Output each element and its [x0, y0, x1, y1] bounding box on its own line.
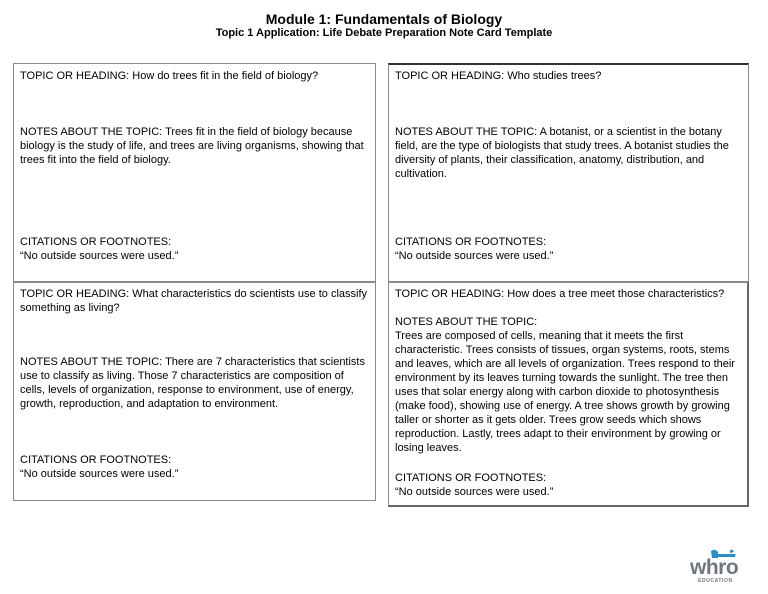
- logo-wordmark: whro: [690, 556, 739, 579]
- topic-notes: NOTES ABOUT THE TOPIC: There are 7 characteristics that scientists use to classify as living. Those 7 characteristics are composition of cells, levels of organization, response to environment, use of energy, growth, reproduction, and adaptation to environment.: [20, 356, 365, 410]
- citations-label: CITATIONS OR FOOTNOTES:: [395, 472, 547, 484]
- note-card-trees-in-biology: [13, 63, 376, 282]
- topic-notes: NOTES ABOUT THE TOPIC: A botanist, or a scientist in the botany field, are the type of biologists that study trees. A botanist studies the diversity of plants, their classification, anatomy, distribution, and cultivation.: [395, 126, 729, 180]
- topic-heading: TOPIC OR HEADING: Who studies trees?: [395, 70, 602, 82]
- whro-education-logo: [690, 548, 740, 584]
- topic-notes-label: NOTES ABOUT THE TOPIC:: [395, 316, 538, 328]
- page-title: Module 1: Fundamentals of Biology: [265, 11, 503, 27]
- citations-text: “No outside sources were used.”: [20, 468, 179, 480]
- note-card-tree-characteristics: [388, 282, 749, 507]
- note-card-who-studies-trees: [388, 63, 749, 282]
- note-card-living-characteristics: [13, 282, 376, 501]
- topic-heading: TOPIC OR HEADING: How does a tree meet those characteristics?: [395, 288, 725, 300]
- topic-notes: Trees are composed of cells, meaning that it meets the first characteristic. Trees consists of tissues, organ systems, roots, stems and leaves, which are all levels of organization. Trees respond to their environment by its leaves turning towards the sunlight. The tree then uses that solar energy along with carbon dioxide to photosynthesis (make food), showing use of energy. A tree shows growth by growing taller or shorter as it gets older. Trees grow seeds which shows reproduction. Lastly, trees adapt to their environment by growing or losing leaves.: [395, 330, 735, 454]
- citations-text: “No outside sources were used.”: [20, 250, 179, 262]
- page-subtitle: Topic 1 Application: Life Debate Preparation Note Card Template: [215, 27, 553, 39]
- citations-label: CITATIONS OR FOOTNOTES:: [395, 236, 547, 248]
- citations-text: “No outside sources were used.”: [395, 250, 554, 262]
- topic-heading: TOPIC OR HEADING: What characteristics do scientists use to classify something as living?: [20, 288, 368, 314]
- topic-heading: TOPIC OR HEADING: How do trees fit in the field of biology?: [20, 70, 319, 82]
- citations-text: “No outside sources were used.”: [395, 486, 554, 498]
- citations-label: CITATIONS OR FOOTNOTES:: [20, 454, 172, 466]
- citations-label: CITATIONS OR FOOTNOTES:: [20, 236, 172, 248]
- topic-notes: NOTES ABOUT THE TOPIC: Trees fit in the field of biology because biology is the study of life, and trees are living organisms, showing that trees fit into the field of biology.: [20, 126, 364, 166]
- logo-tagline: EDUCATION: [698, 578, 733, 584]
